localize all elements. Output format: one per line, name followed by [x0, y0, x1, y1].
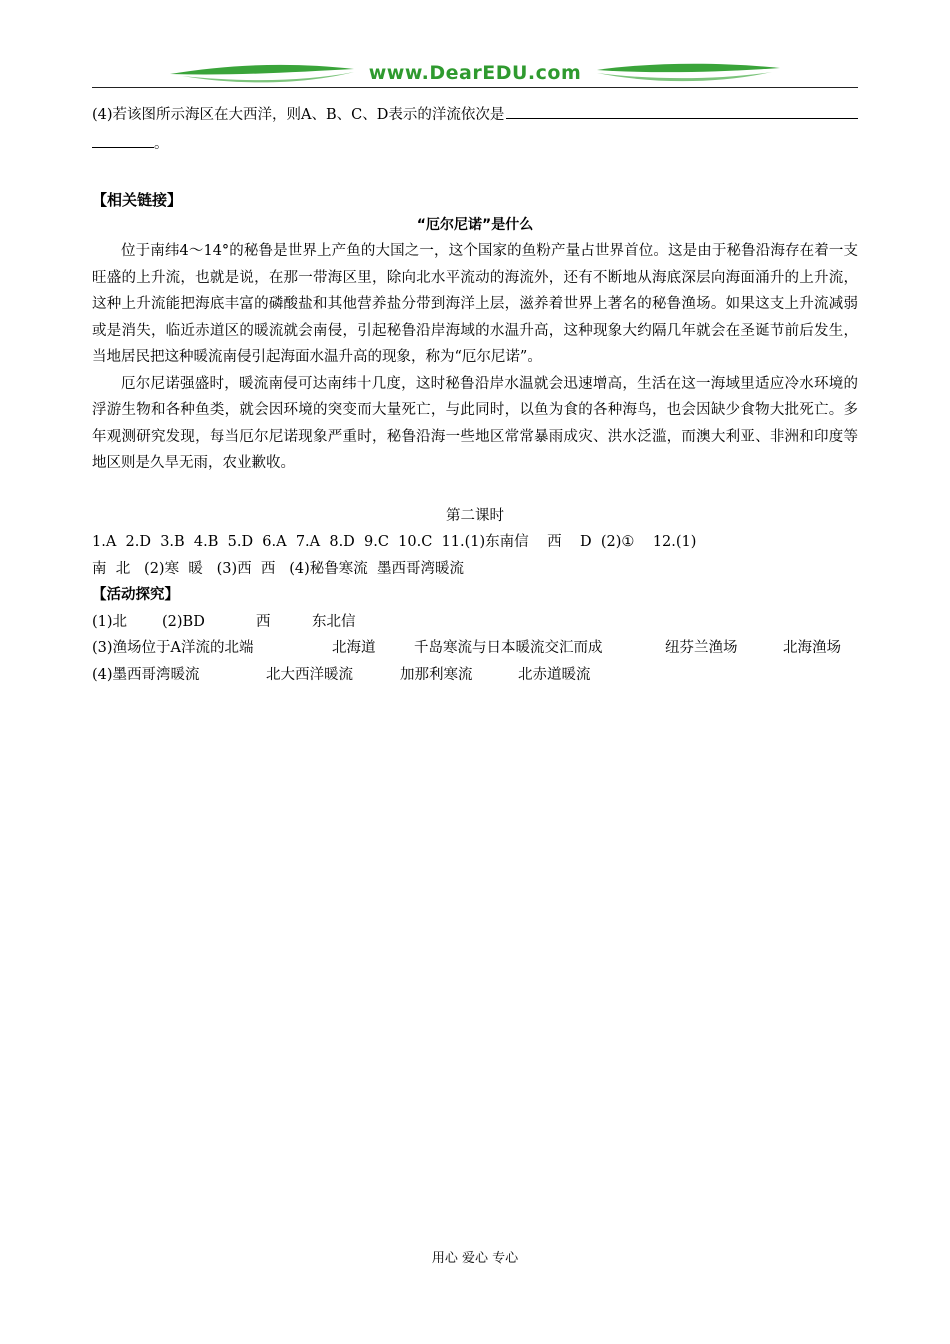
question-4-end-mark: 。: [154, 135, 169, 152]
answer-line: [92, 556, 858, 583]
activity-cell: 北海渔场: [783, 640, 841, 656]
article-title: “厄尔尼诺”是什么: [416, 216, 534, 233]
activity-cell: 加那利寒流: [400, 666, 473, 683]
article-paragraph: 厄尔尼诺强盛时，暖流南侵可达南纬十几度，这时秘鲁沿岸水温就会迅速增高，生活在这一海域里适应冷水环境的浮游生物和各种鱼类，就会因环境的突变而大量死亡，与此同时，以鱼为食的各种海鸟，也会因缺少食物大批死亡。多年观测研究发现，每当厄尔尼诺现象严重时，秘鲁沿海一些地区常常暴雨成灾、洪水泛滥，而澳大利亚、非洲和印度等地区则是久旱无雨，农业歉收。: [92, 375, 858, 471]
activity-cell: (4)墨西哥湾暖流: [92, 666, 200, 683]
activity-row: [92, 609, 858, 636]
question-4: [92, 100, 858, 129]
activity-heading: 【活动探究】: [92, 587, 179, 603]
site-brand: www.DearEDU.com: [368, 62, 582, 84]
activity-cell: (1)北: [92, 613, 128, 630]
answer-blank: [506, 100, 858, 119]
activity-cell: 纽芬兰渔场: [665, 640, 738, 656]
header-rule: [92, 87, 858, 88]
activity-row: [92, 635, 858, 662]
article-paragraph: 位于南纬4～14°的秘鲁是世界上产鱼的大国之一，这个国家的鱼粉产量占世界首位。这是由于秘鲁沿海存在着一支旺盛的上升流，也就是说，在那一带海区里，除向北水平流动的海流外，还有不断地从海底深层向海面涌升的上升流，这种上升流能把海底丰富的磷酸盐和其他营养盐分带到海洋上层，滋养着世界上著名的秘鲁渔场。如果这支上升流减弱或是消失，临近赤道区的暖流就会南侵，引起秘鲁沿岸海域的水温升高，这种现象大约隔几年就会在圣诞节前后发生，当地居民把这种暖流南侵引起海面水温升高的现象，称为“厄尔尼诺”。: [92, 243, 858, 365]
activity-cell: 北赤道暖流: [518, 666, 591, 683]
activity-cell: (3)渔场位于A洋流的北端: [92, 640, 254, 656]
document-body: [92, 100, 858, 688]
activity-cell: 北大西洋暖流: [266, 666, 353, 683]
answer-line: [92, 529, 858, 556]
answer-line-text: 1.A 2.D 3.B 4.B 5.D 6.A 7.A 8.D 9.C 10.C 11.(1)东南信 西 D (2)① 12.(1): [92, 534, 697, 550]
activity-cell: (2)BD: [162, 613, 205, 630]
page-footer: 用心 爱心 专心: [431, 1251, 519, 1266]
activity-cell: 东北信: [312, 613, 356, 630]
question-4-continuation: [92, 129, 858, 158]
activity-cell: 北海道: [332, 640, 376, 656]
activity-row: [92, 662, 858, 689]
answers-title: 第二课时: [446, 507, 504, 524]
answer-blank-short: [92, 129, 154, 148]
answer-line-text: 南 北 (2)寒 暖 (3)西 西 (4)秘鲁寒流 墨西哥湾暖流: [92, 560, 464, 577]
page-header: [92, 60, 858, 90]
activity-cell: 西: [256, 613, 271, 630]
question-4-text: (4)若该图所示海区在大西洋，则A、B、C、D表示的洋流依次是: [92, 107, 505, 123]
related-links-heading: 【相关链接】: [92, 191, 183, 209]
activity-cell: 千岛寒流与日本暖流交汇而成: [414, 640, 603, 656]
